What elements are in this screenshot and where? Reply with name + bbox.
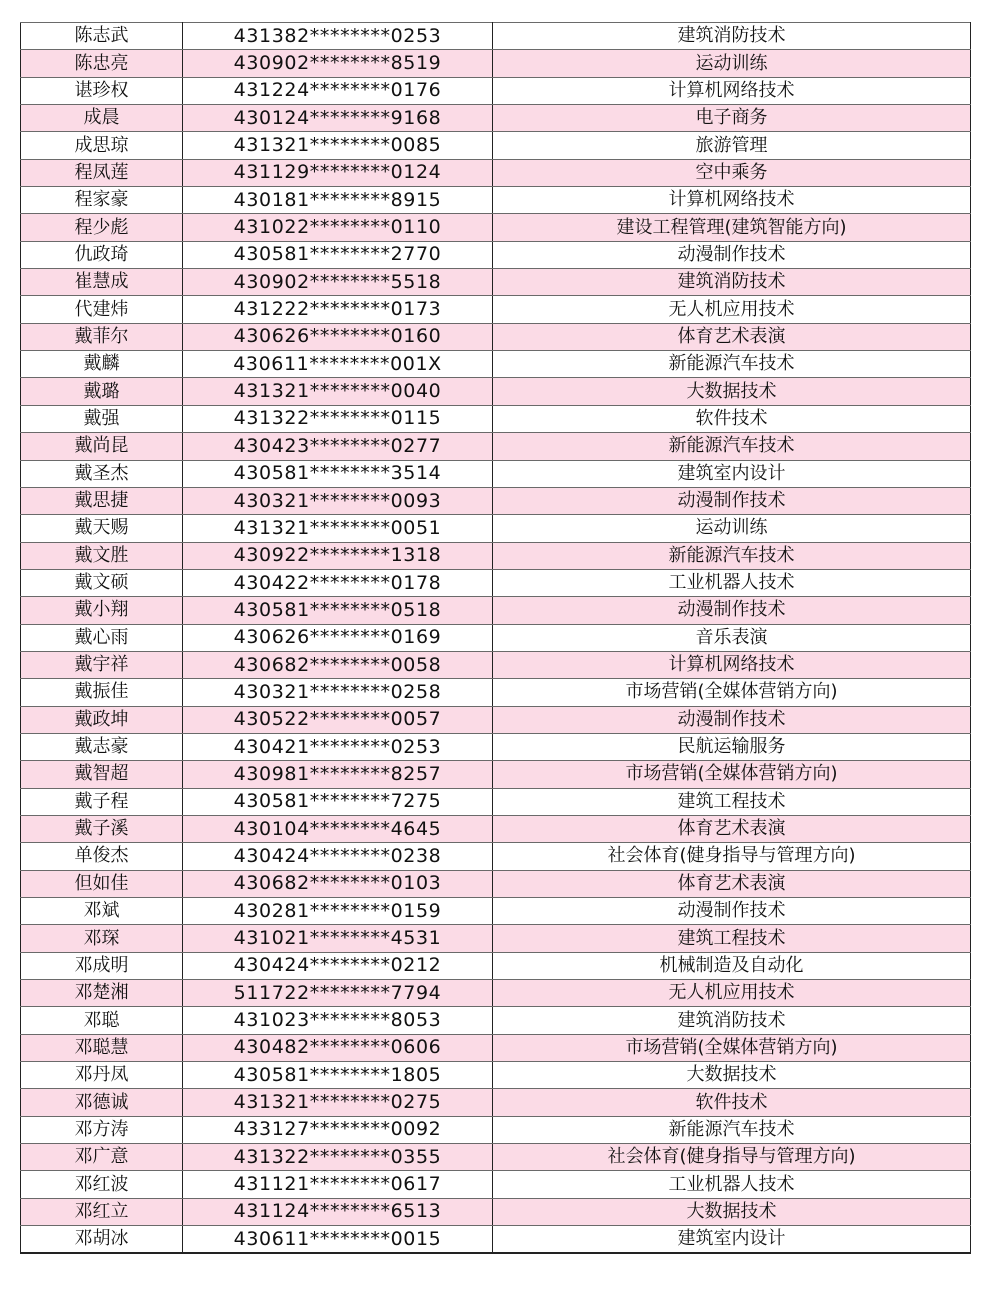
major-cell: 建筑消防技术: [493, 269, 971, 296]
id-number-cell: 430321********0093: [183, 487, 493, 514]
id-number-cell: 430124********9168: [183, 105, 493, 132]
id-number-cell: 430321********0258: [183, 679, 493, 706]
student-name-cell: 邓斌: [21, 898, 183, 925]
table-row: [21, 788, 971, 815]
student-name-cell: 邓广意: [21, 1144, 183, 1171]
major-cell: 动漫制作技术: [493, 597, 971, 624]
id-number-cell: 431321********0085: [183, 132, 493, 159]
student-name-cell: 邓楚湘: [21, 980, 183, 1007]
student-name-cell: 戴心雨: [21, 624, 183, 651]
major-cell: 计算机网络技术: [493, 651, 971, 678]
major-cell: 软件技术: [493, 1089, 971, 1116]
major-cell: 动漫制作技术: [493, 898, 971, 925]
major-cell: 无人机应用技术: [493, 296, 971, 323]
student-name-cell: 邓聪: [21, 1007, 183, 1034]
id-number-cell: 430902********8519: [183, 50, 493, 77]
major-cell: 软件技术: [493, 405, 971, 432]
id-number-cell: 430581********2770: [183, 241, 493, 268]
student-name-cell: 成思琼: [21, 132, 183, 159]
table-row: [21, 487, 971, 514]
table-row: [21, 624, 971, 651]
id-number-cell: 430482********0606: [183, 1034, 493, 1061]
major-cell: 新能源汽车技术: [493, 351, 971, 378]
student-name-cell: 崔慧成: [21, 269, 183, 296]
student-name-cell: 程家豪: [21, 187, 183, 214]
major-cell: 机械制造及自动化: [493, 952, 971, 979]
table-row: [21, 405, 971, 432]
table-row: [21, 269, 971, 296]
id-number-cell: 430281********0159: [183, 898, 493, 925]
table-row: [21, 105, 971, 132]
student-name-cell: 邓德诚: [21, 1089, 183, 1116]
id-number-cell: 430581********0518: [183, 597, 493, 624]
major-cell: 体育艺术表演: [493, 323, 971, 350]
id-number-cell: 430424********0238: [183, 843, 493, 870]
major-cell: 市场营销(全媒体营销方向): [493, 761, 971, 788]
major-cell: 建筑工程技术: [493, 925, 971, 952]
table-row: [21, 925, 971, 952]
major-cell: 运动训练: [493, 515, 971, 542]
table-row: [21, 323, 971, 350]
student-name-cell: 戴圣杰: [21, 460, 183, 487]
table-row: [21, 815, 971, 842]
id-number-cell: 430682********0058: [183, 651, 493, 678]
student-name-cell: 戴小翔: [21, 597, 183, 624]
student-name-cell: 邓聪慧: [21, 1034, 183, 1061]
major-cell: 大数据技术: [493, 1062, 971, 1089]
major-cell: 工业机器人技术: [493, 1171, 971, 1198]
id-number-cell: 511722********7794: [183, 980, 493, 1007]
id-number-cell: 430581********7275: [183, 788, 493, 815]
id-number-cell: 431321********0040: [183, 378, 493, 405]
major-cell: 音乐表演: [493, 624, 971, 651]
major-cell: 计算机网络技术: [493, 77, 971, 104]
student-name-cell: 戴思捷: [21, 487, 183, 514]
student-name-cell: 邓琛: [21, 925, 183, 952]
major-cell: 旅游管理: [493, 132, 971, 159]
major-cell: 新能源汽车技术: [493, 433, 971, 460]
id-number-cell: 433127********0092: [183, 1116, 493, 1143]
student-name-cell: 戴宇祥: [21, 651, 183, 678]
major-cell: 大数据技术: [493, 1198, 971, 1225]
student-name-cell: 戴智超: [21, 761, 183, 788]
major-cell: 空中乘务: [493, 159, 971, 186]
id-number-cell: 430581********3514: [183, 460, 493, 487]
student-name-cell: 陈志武: [21, 23, 183, 50]
student-name-cell: 程少彪: [21, 214, 183, 241]
student-name-cell: 邓红立: [21, 1198, 183, 1225]
student-name-cell: 邓方涛: [21, 1116, 183, 1143]
id-number-cell: 431322********0115: [183, 405, 493, 432]
table-row: [21, 952, 971, 979]
id-number-cell: 431322********0355: [183, 1144, 493, 1171]
id-number-cell: 430421********0253: [183, 733, 493, 760]
id-number-cell: 430626********0169: [183, 624, 493, 651]
major-cell: 建筑消防技术: [493, 1007, 971, 1034]
table-row: [21, 733, 971, 760]
id-number-cell: 430922********1318: [183, 542, 493, 569]
student-name-cell: 成晨: [21, 105, 183, 132]
major-cell: 市场营销(全媒体营销方向): [493, 1034, 971, 1061]
id-number-cell: 431023********8053: [183, 1007, 493, 1034]
student-name-cell: 戴文硕: [21, 569, 183, 596]
id-number-cell: 431021********4531: [183, 925, 493, 952]
id-number-cell: 431321********0275: [183, 1089, 493, 1116]
major-cell: 动漫制作技术: [493, 487, 971, 514]
table-row: [21, 77, 971, 104]
major-cell: 建筑消防技术: [493, 23, 971, 50]
id-number-cell: 431222********0173: [183, 296, 493, 323]
id-number-cell: 430424********0212: [183, 952, 493, 979]
table-row: [21, 1226, 971, 1254]
id-number-cell: 430104********4645: [183, 815, 493, 842]
id-number-cell: 431382********0253: [183, 23, 493, 50]
major-cell: 新能源汽车技术: [493, 542, 971, 569]
table-row: [21, 1089, 971, 1116]
table-row: [21, 597, 971, 624]
table-row: [21, 1198, 971, 1225]
id-number-cell: 431224********0176: [183, 77, 493, 104]
major-cell: 市场营销(全媒体营销方向): [493, 679, 971, 706]
student-name-cell: 单俊杰: [21, 843, 183, 870]
table-row: [21, 569, 971, 596]
major-cell: 建筑工程技术: [493, 788, 971, 815]
major-cell: 大数据技术: [493, 378, 971, 405]
id-number-cell: 431121********0617: [183, 1171, 493, 1198]
major-cell: 社会体育(健身指导与管理方向): [493, 843, 971, 870]
student-name-cell: 邓胡冰: [21, 1226, 183, 1254]
table-row: [21, 433, 971, 460]
id-number-cell: 431022********0110: [183, 214, 493, 241]
id-number-cell: 430626********0160: [183, 323, 493, 350]
table-row: [21, 460, 971, 487]
id-number-cell: 430522********0057: [183, 706, 493, 733]
major-cell: 体育艺术表演: [493, 815, 971, 842]
student-name-cell: 戴菲尔: [21, 323, 183, 350]
major-cell: 计算机网络技术: [493, 187, 971, 214]
table-row: [21, 515, 971, 542]
id-number-cell: 430423********0277: [183, 433, 493, 460]
student-name-cell: 代建炜: [21, 296, 183, 323]
table-row: [21, 1007, 971, 1034]
table-row: [21, 843, 971, 870]
student-name-cell: 戴子溪: [21, 815, 183, 842]
student-name-cell: 仇政琦: [21, 241, 183, 268]
table-row: [21, 679, 971, 706]
student-name-cell: 戴天赐: [21, 515, 183, 542]
table-row: [21, 1034, 971, 1061]
major-cell: 建筑室内设计: [493, 460, 971, 487]
id-number-cell: 430181********8915: [183, 187, 493, 214]
major-cell: 动漫制作技术: [493, 706, 971, 733]
major-cell: 工业机器人技术: [493, 569, 971, 596]
table-row: [21, 898, 971, 925]
major-cell: 新能源汽车技术: [493, 1116, 971, 1143]
student-name-cell: 戴麟: [21, 351, 183, 378]
student-name-cell: 程凤莲: [21, 159, 183, 186]
major-cell: 建筑室内设计: [493, 1226, 971, 1254]
id-number-cell: 431124********6513: [183, 1198, 493, 1225]
table-row: [21, 351, 971, 378]
major-cell: 建设工程管理(建筑智能方向): [493, 214, 971, 241]
id-number-cell: 430611********001X: [183, 351, 493, 378]
student-name-cell: 邓成明: [21, 952, 183, 979]
student-name-cell: 戴政坤: [21, 706, 183, 733]
table-row: [21, 159, 971, 186]
major-cell: 社会体育(健身指导与管理方向): [493, 1144, 971, 1171]
table-row: [21, 1144, 971, 1171]
id-number-cell: 430682********0103: [183, 870, 493, 897]
table-row: [21, 296, 971, 323]
table-row: [21, 1171, 971, 1198]
table-row: [21, 542, 971, 569]
student-name-cell: 谌珍权: [21, 77, 183, 104]
table-row: [21, 378, 971, 405]
student-name-cell: 戴振佳: [21, 679, 183, 706]
table-row: [21, 1116, 971, 1143]
major-cell: 民航运输服务: [493, 733, 971, 760]
id-number-cell: 431129********0124: [183, 159, 493, 186]
student-name-cell: 戴子程: [21, 788, 183, 815]
table-row: [21, 1062, 971, 1089]
student-name-cell: 但如佳: [21, 870, 183, 897]
table-row: [21, 870, 971, 897]
student-name-cell: 邓丹凤: [21, 1062, 183, 1089]
major-cell: 电子商务: [493, 105, 971, 132]
student-name-cell: 戴志豪: [21, 733, 183, 760]
id-number-cell: 431321********0051: [183, 515, 493, 542]
table-row: [21, 761, 971, 788]
student-list-table: [20, 22, 971, 1254]
student-list-body: [21, 23, 971, 1254]
student-name-cell: 陈忠亮: [21, 50, 183, 77]
table-row: [21, 980, 971, 1007]
major-cell: 无人机应用技术: [493, 980, 971, 1007]
student-name-cell: 戴尚昆: [21, 433, 183, 460]
id-number-cell: 430581********1805: [183, 1062, 493, 1089]
major-cell: 动漫制作技术: [493, 241, 971, 268]
student-name-cell: 邓红波: [21, 1171, 183, 1198]
table-row: [21, 241, 971, 268]
id-number-cell: 430422********0178: [183, 569, 493, 596]
id-number-cell: 430902********5518: [183, 269, 493, 296]
table-row: [21, 651, 971, 678]
major-cell: 运动训练: [493, 50, 971, 77]
table-row: [21, 132, 971, 159]
student-name-cell: 戴文胜: [21, 542, 183, 569]
table-row: [21, 214, 971, 241]
id-number-cell: 430611********0015: [183, 1226, 493, 1254]
table-row: [21, 50, 971, 77]
id-number-cell: 430981********8257: [183, 761, 493, 788]
table-row: [21, 187, 971, 214]
major-cell: 体育艺术表演: [493, 870, 971, 897]
table-row: [21, 23, 971, 50]
student-name-cell: 戴强: [21, 405, 183, 432]
student-name-cell: 戴璐: [21, 378, 183, 405]
table-row: [21, 706, 971, 733]
